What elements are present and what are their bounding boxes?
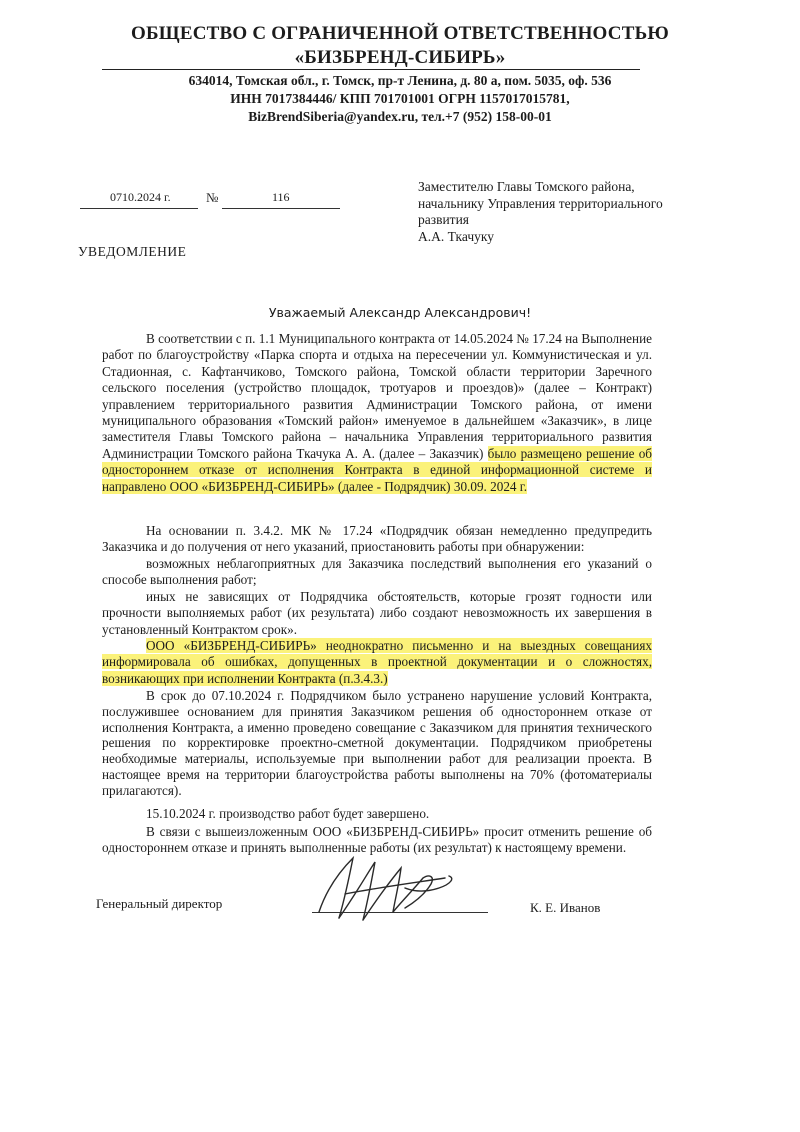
number-label: № [206,190,219,205]
paragraph-legal-basis: На основании п. 3.4.2. МК № 17.24 «Подрядчик обязан немедленно предупредить Заказчика и до получения от него указаний, приостановить работы при обнаружении: [102,523,652,555]
company-address: 634014, Томская обл., г. Томск, пр-т Ленина, д. 80 а, пом. 5035, оф. 536 [188,73,612,88]
paragraph-list-item: возможных неблагоприятных для Заказчика последствий выполнения его указаний о способе выполнения работ; [102,556,652,588]
outgoing-number: 116 [272,190,290,204]
highlighted-text: ООО «БИЗБРЕНД-СИБИРЬ» неоднократно письменно и на выездных совещаниях информировала об ошибках, допущенных в проектной документации и о сложностях, возникающих при исполнении Контракта (п.3.4.3.) [102,638,652,686]
outgoing-date: 0710.2024 г. [110,190,171,204]
addressee-line: начальнику Управления территориального [418,195,663,211]
signatory-position: Генеральный директор [96,896,223,911]
paragraph-text: В соответствии с п. 1.1 Муниципального контракта от 14.05.2024 № 17.24 на Выполнение работ по благоустройству «Парка спорта и отдыха на пересечении ул. Коммунистическая и ул. Стадионная, с. Кафтанчиково, Томского района, Томской области территории Заречного сельского поселения (устройство площадок, тротуаров и проездов)» (далее – Контракт) управлением территориального развития Администрации Томского района, от имени муниципального образования «Томский район» именуемое в дальнейшем «Заказчик», в лице заместителя Главы Томского района – начальника Управления территориального развития Администрации Томского района Ткачука А. А. (далее – Заказчик) [102,331,652,461]
company-ids: ИНН 7017384446/ КПП 701701001 ОГРН 1157017015781, [230,91,570,106]
date-underline [80,208,198,209]
paragraph-completion-date: 15.10.2024 г. производство работ будет завершено. [146,806,430,821]
handwritten-signature [305,848,475,928]
addressee-name: А.А. Ткачуку [418,228,494,244]
salutation: Уважаемый Александр Александрович! [268,305,532,320]
signatory-name: К. Е. Иванов [530,900,601,915]
paragraph-notifications [102,638,652,687]
company-contacts: BizBrendSiberia@yandex.ru, тел.+7 (952) 158-00-01 [248,109,552,124]
paragraph-contract-reference [102,331,652,495]
addressee-line: развития [418,212,470,227]
company-name-line2: «БИЗБРЕНД-СИБИРЬ» [294,47,506,68]
paragraph-request: В связи с вышеизложенным ООО «БИЗБРЕНД-СИБИРЬ» просит отменить решение об одностороннем отказе и принять выполненные работы (их результат) к настоящему времени. [102,824,652,856]
document-type: УВЕДОМЛЕНИЕ [78,244,187,259]
header-divider [102,69,640,70]
paragraph-list-item: иных не зависящих от Подрядчика обстоятельств, которые грозят годности или прочности выполняемых работ (их результата) либо создают невозможность их завершения в установленный Контрактом срок». [102,589,652,637]
paragraph-remediation: В срок до 07.10.2024 г. Подрядчиком было устранено нарушение условий Контракта, послужившее основанием для принятия Заказчиком решения об одностороннем отказе от исполнения Контракта, а именно проведено совещание с Заказчиком для принятия технического решения по корректировке проектно-сметной документации. Подрядчиком приобретены необходимые материалы, используемые при выполнении работ для реализации проекта. В настоящее время на территории благоустройства работы выполнены на 70% (фотоматериалы прилагаются). [102,688,652,798]
number-underline [222,208,340,209]
addressee-line: Заместителю Главы Томского района, [418,179,635,194]
highlighted-text: было размещено решение об одностороннем отказе от исполнения Контракта в единой информационной системе и направлено ООО «БИЗБРЕНД-СИБИРЬ» (далее - Подрядчик) 30.09. 2024 г. [102,445,653,494]
addressee-block [418,179,698,245]
company-name-line1: ОБЩЕСТВО С ОГРАНИЧЕННОЙ ОТВЕТСТВЕННОСТЬЮ [131,23,669,44]
